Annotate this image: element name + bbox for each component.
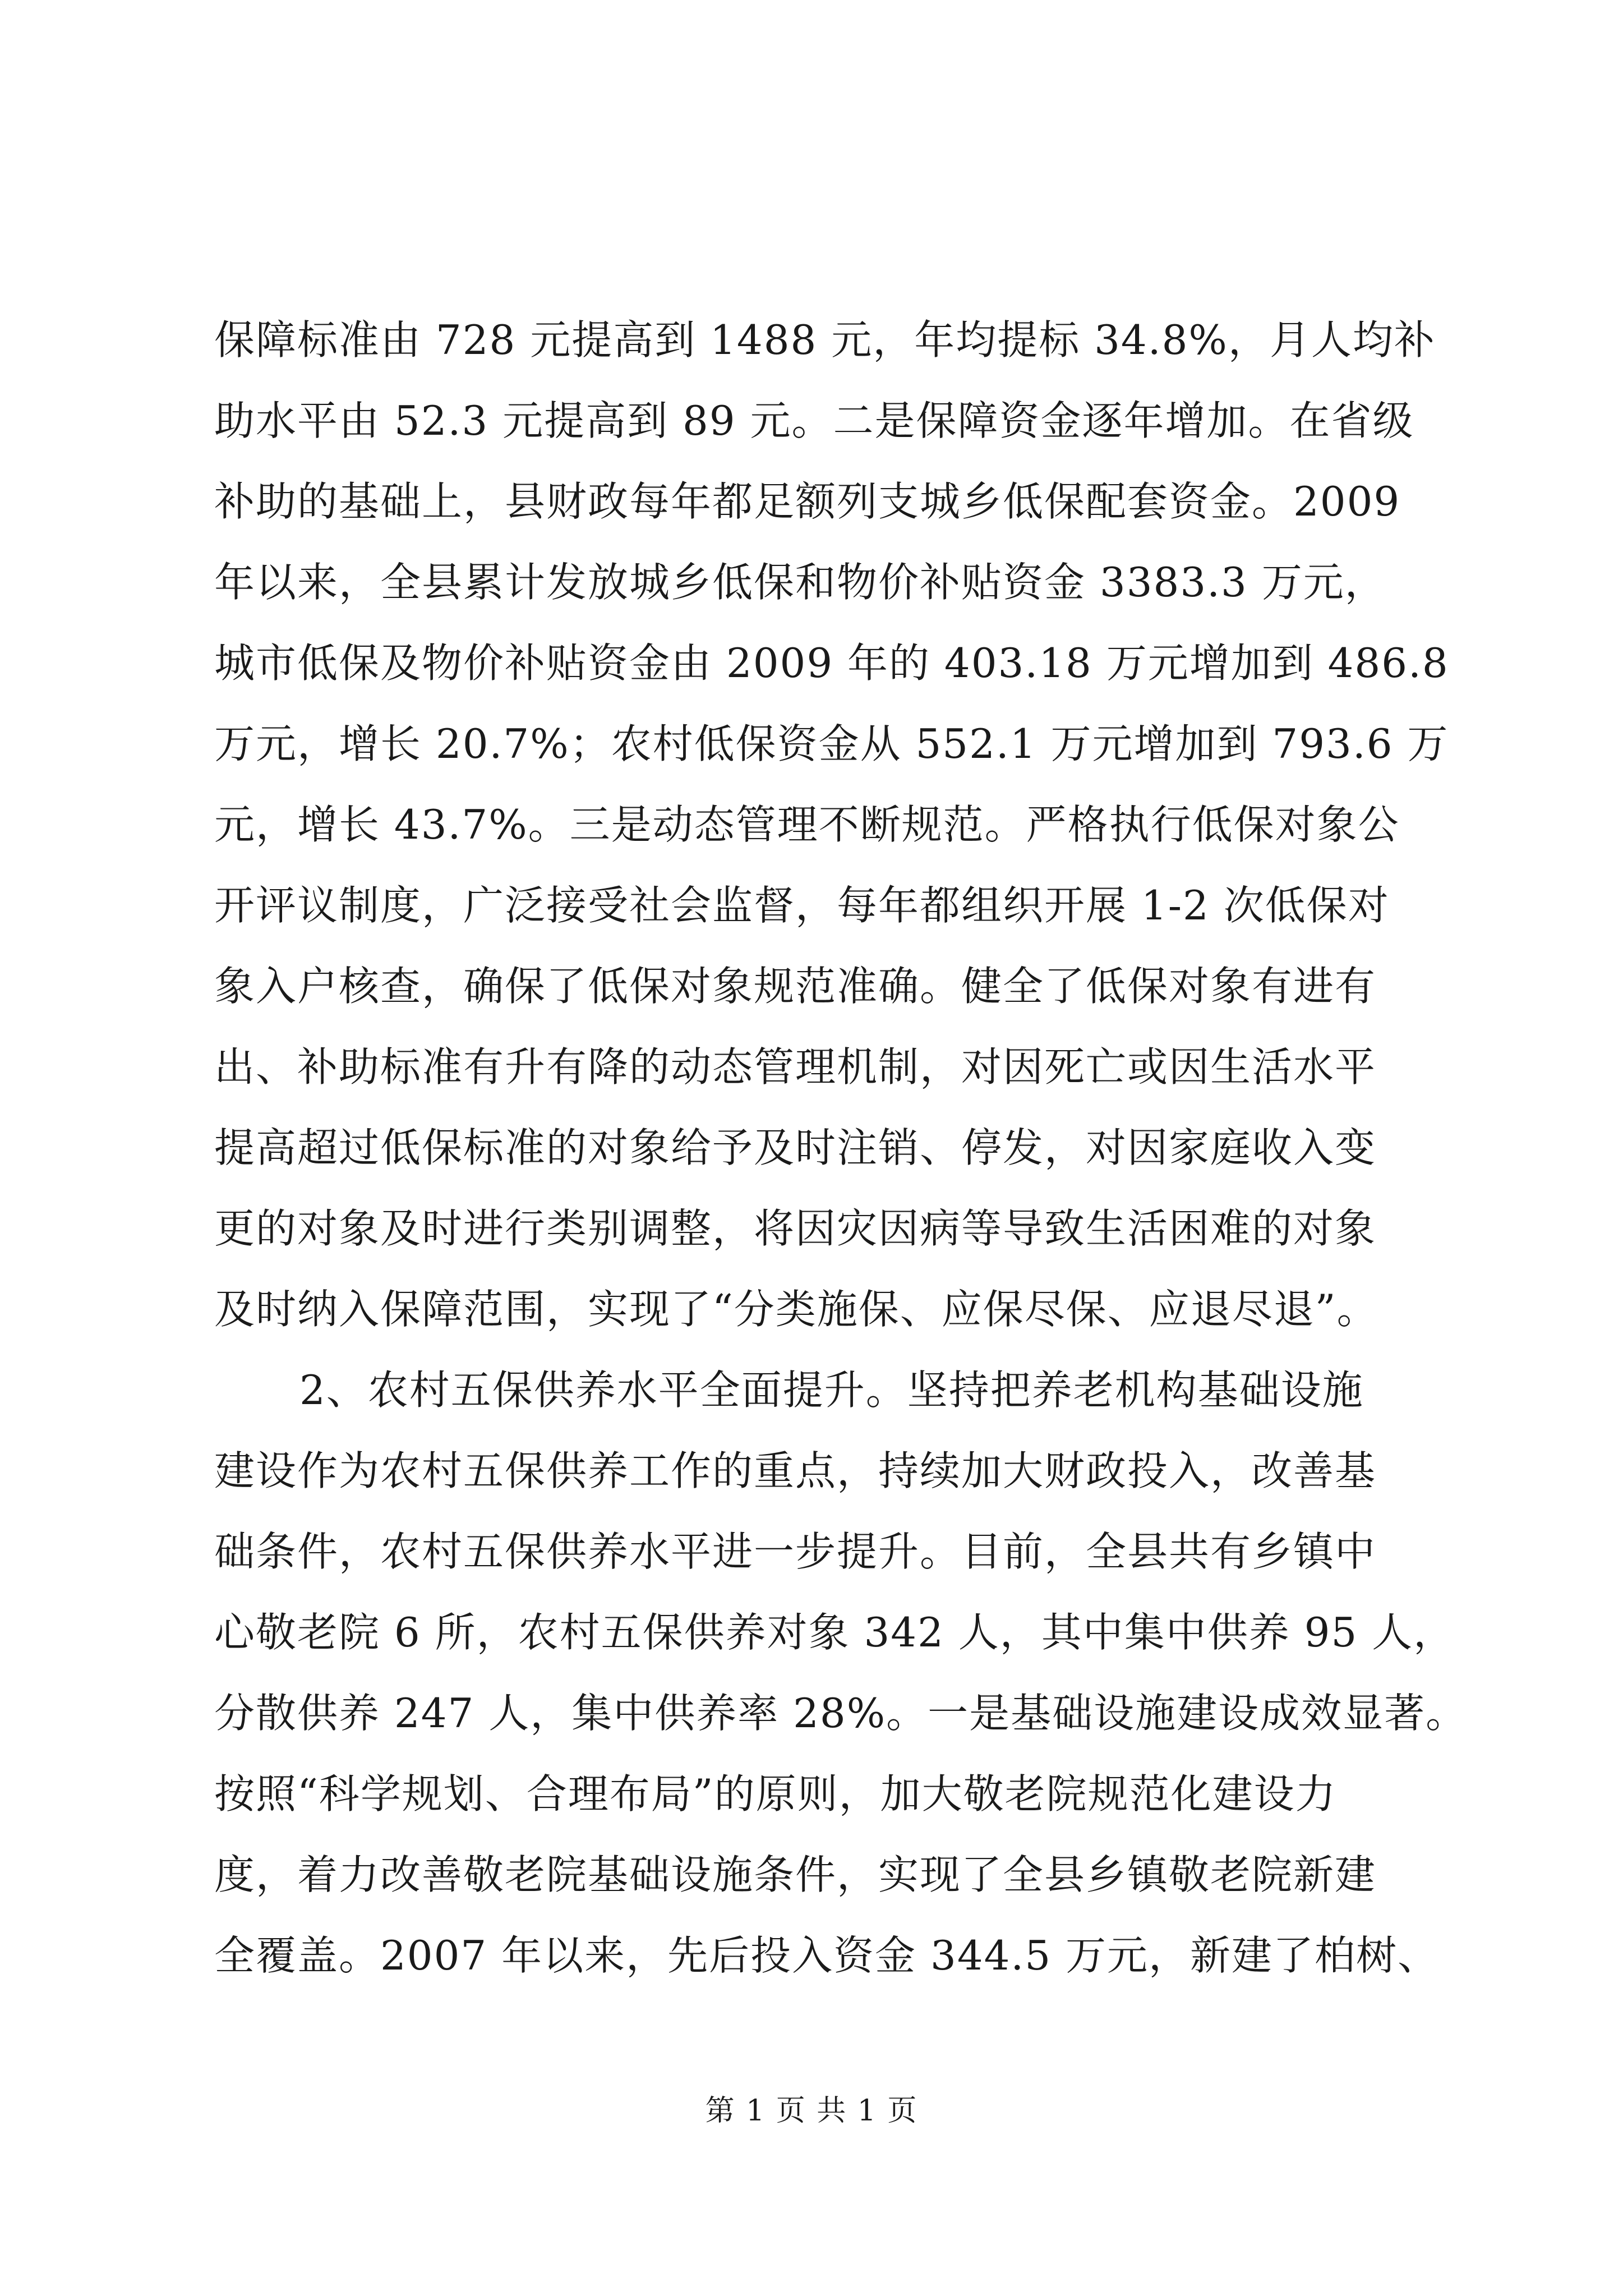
text-line: 开评议制度，广泛接受社会监督，每年都组织开展 1-2 次低保对 xyxy=(214,882,1390,929)
text-line: 按照“科学规划、合理布局”的原则，加大敬老院规范化建设力 xyxy=(214,1770,1337,1818)
text-line: 提高超过低保标准的对象给予及时注销、停发，对因家庭收入变 xyxy=(214,1124,1377,1171)
text-line: 补助的基础上，县财政每年都足额列支城乡低保配套资金。2009 xyxy=(214,478,1401,525)
text-line: 础条件，农村五保供养水平进一步提升。目前，全县共有乡镇中 xyxy=(214,1528,1377,1575)
text-line: 分散供养 247 人，集中供养率 28%。一是基础设施建设成效显著。 xyxy=(214,1690,1468,1737)
text-line: 年以来，全县累计发放城乡低保和物价补贴资金 3383.3 万元， xyxy=(214,559,1386,606)
text-line: 心敬老院 6 所，农村五保供养对象 342 人，其中集中供养 95 人， xyxy=(214,1609,1455,1656)
text-line: 城市低保及物价补贴资金由 2009 年的 403.18 万元增加到 486.8 xyxy=(214,639,1449,687)
text-line: 建设作为农村五保供养工作的重点，持续加大财政投入，改善基 xyxy=(214,1447,1377,1494)
text-line: 助水平由 52.3 元提高到 89 元。二是保障资金逐年增加。在省级 xyxy=(214,397,1414,444)
text-line: 象入户核查，确保了低保对象规范准确。健全了低保对象有进有 xyxy=(214,963,1377,1010)
text-line: 元，增长 43.7%。三是动态管理不断规范。严格执行低保对象公 xyxy=(214,801,1400,848)
text-line: 保障标准由 728 元提高到 1488 元，年均提标 34.8%，月人均补 xyxy=(214,316,1436,364)
text-line: 及时纳入保障范围，实现了“分类施保、应保尽保、应退尽退”。 xyxy=(214,1286,1378,1333)
text-line: 度，着力改善敬老院基础设施条件，实现了全县乡镇敬老院新建 xyxy=(214,1851,1377,1898)
text-line: 全覆盖。2007 年以来，先后投入资金 344.5 万元，新建了柏树、 xyxy=(214,1932,1440,1979)
text-line: 万元，增长 20.7%；农村低保资金从 552.1 万元增加到 793.6 万 xyxy=(214,720,1449,767)
paragraph-start-line: 2、农村五保供养水平全面提升。坚持把养老机构基础设施 xyxy=(299,1366,1364,1414)
text-line: 更的对象及时进行类别调整，将因灾因病等导致生活困难的对象 xyxy=(214,1205,1377,1252)
page-number-footer: 第 1 页 共 1 页 xyxy=(705,2094,918,2128)
text-line: 出、补助标准有升有降的动态管理机制，对因死亡或因生活水平 xyxy=(214,1043,1377,1091)
